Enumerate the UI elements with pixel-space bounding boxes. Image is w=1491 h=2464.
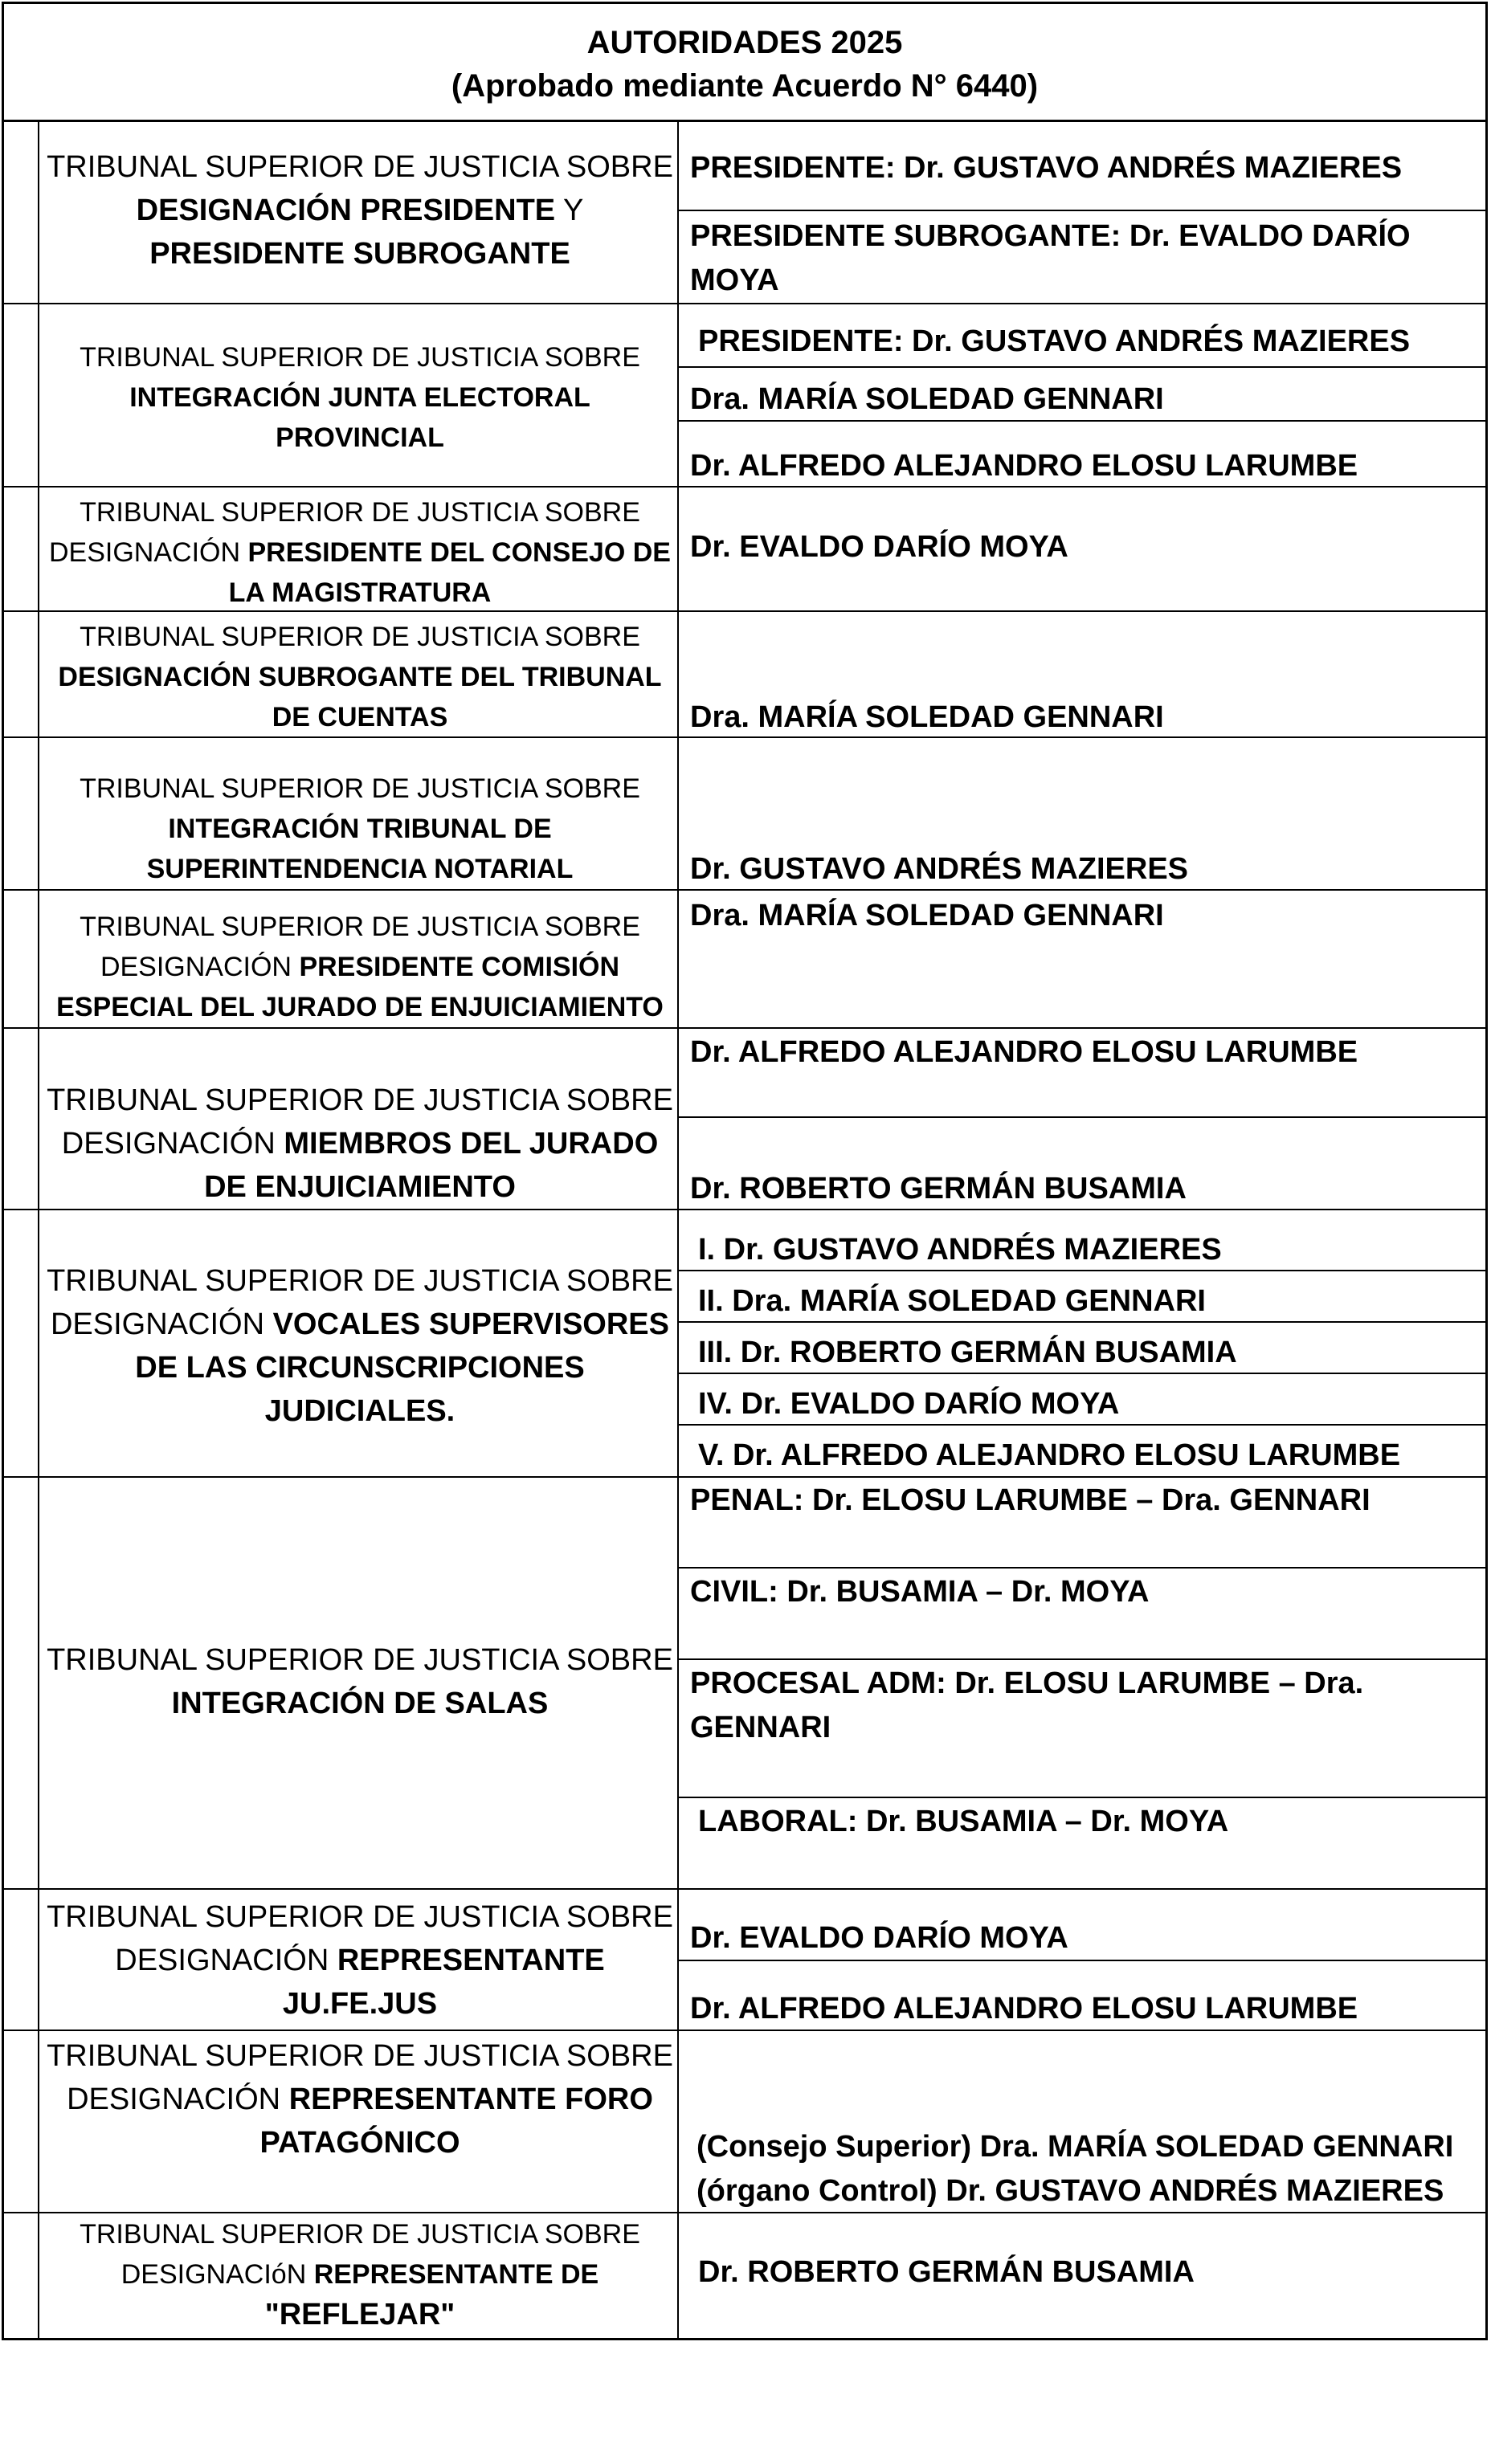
row-2-value: Dr. ALFREDO ALEJANDRO ELOSU LARUMBE: [690, 449, 1358, 483]
row-1-value: PRESIDENTE SUBROGANTE: Dr. EVALDO DARÍO: [690, 219, 1411, 253]
row-5-label: TRIBUNAL SUPERIOR DE JUSTICIA SOBRE INTEGRACIÓN TRIBUNAL DE SUPERINTENDENCIA NOTARIAL: [80, 773, 640, 884]
row-3-value: Dr. EVALDO DARÍO MOYA: [690, 530, 1068, 564]
row-1-label: TRIBUNAL SUPERIOR DE JUSTICIA SOBRE DESIGNACIÓN PRESIDENTE Y PRESIDENTE SUBROGANTE: [47, 150, 673, 271]
row-2-value: PRESIDENTE: Dr. GUSTAVO ANDRÉS MAZIERES: [698, 324, 1411, 358]
row-9-value: PROCESAL ADM: Dr. ELOSU LARUMBE – Dra.: [690, 1666, 1364, 1700]
row-11-value: (órgano Control) Dr. GUSTAVO ANDRÉS MAZIERES: [696, 2174, 1444, 2208]
row-7-label: TRIBUNAL SUPERIOR DE JUSTICIA SOBRE DESIGNACIÓN MIEMBROS DEL JURADO DE ENJUICIAMIENTO: [47, 1083, 673, 1204]
row-1-value: MOYA: [690, 263, 779, 297]
row-divider: [4, 1027, 1485, 1029]
row-11-label: TRIBUNAL SUPERIOR DE JUSTICIA SOBRE DESIGNACIÓN REPRESENTANTE FORO PATAGÓNICO: [47, 2039, 673, 2160]
row-8-label: TRIBUNAL SUPERIOR DE JUSTICIA SOBRE DESIGNACIÓN VOCALES SUPERVISORES DE LAS CIRCUNSCRIPCIONES JUDICIALES.: [47, 1264, 673, 1428]
row-9-label: TRIBUNAL SUPERIOR DE JUSTICIA SOBRE INTEGRACIÓN DE SALAS: [47, 1643, 673, 1720]
authorities-document: [2, 2, 1488, 2340]
cell-divider: [679, 210, 1485, 211]
row-12-label: TRIBUNAL SUPERIOR DE JUSTICIA SOBRE DESIGNACIóN REPRESENTANTE DE "REFLEJAR": [80, 2219, 640, 2331]
row-6-value: Dra. MARÍA SOLEDAD GENNARI: [690, 899, 1164, 932]
row-2-value: Dra. MARÍA SOLEDAD GENNARI: [690, 382, 1164, 416]
row-7-value: Dr. ALFREDO ALEJANDRO ELOSU LARUMBE: [690, 1035, 1358, 1069]
row-8-value: II. Dra. MARÍA SOLEDAD GENNARI: [698, 1284, 1206, 1318]
row-10-value: Dr. EVALDO DARÍO MOYA: [690, 1921, 1068, 1955]
row-4-label: TRIBUNAL SUPERIOR DE JUSTICIA SOBRE DESIGNACIÓN SUBROGANTE DEL TRIBUNAL DE CUENTAS: [58, 622, 662, 732]
row-9-value: PENAL: Dr. ELOSU LARUMBE – Dra. GENNARI: [690, 1483, 1370, 1517]
row-10-value: Dr. ALFREDO ALEJANDRO ELOSU LARUMBE: [690, 1992, 1358, 2025]
row-4-value: Dra. MARÍA SOLEDAD GENNARI: [690, 700, 1164, 734]
row-9-value: CIVIL: Dr. BUSAMIA – Dr. MOYA: [690, 1575, 1150, 1609]
column-divider: [38, 120, 39, 2338]
row-3-label: TRIBUNAL SUPERIOR DE JUSTICIA SOBRE DESIGNACIÓN PRESIDENTE DEL CONSEJO DE LA MAGISTRATURA: [49, 497, 671, 608]
cell-divider: [679, 1567, 1485, 1569]
document-title: AUTORIDADES 2025: [586, 25, 903, 60]
row-1-value: PRESIDENTE: Dr. GUSTAVO ANDRÉS MAZIERES: [690, 151, 1403, 185]
row-divider: [4, 303, 1485, 304]
cell-divider: [679, 1658, 1485, 1660]
row-9-value: GENNARI: [690, 1711, 831, 1744]
row-6-label: TRIBUNAL SUPERIOR DE JUSTICIA SOBRE DESIGNACIÓN PRESIDENTE COMISIÓN ESPECIAL DEL JURADO DE ENJUICIAMIENTO: [56, 912, 664, 1022]
row-2-label: TRIBUNAL SUPERIOR DE JUSTICIA SOBRE INTEGRACIÓN JUNTA ELECTORAL PROVINCIAL: [80, 342, 640, 453]
row-5-value: Dr. GUSTAVO ANDRÉS MAZIERES: [690, 852, 1189, 886]
cell-divider: [679, 366, 1485, 368]
row-10-label: TRIBUNAL SUPERIOR DE JUSTICIA SOBRE DESIGNACIÓN REPRESENTANTE JU.FE.JUS: [47, 1900, 673, 2021]
cell-divider: [679, 1797, 1485, 1798]
row-8-value: I. Dr. GUSTAVO ANDRÉS MAZIERES: [698, 1233, 1222, 1267]
row-divider: [4, 120, 1485, 122]
row-8-value: V. Dr. ALFREDO ALEJANDRO ELOSU LARUMBE: [698, 1438, 1401, 1472]
row-8-value: III. Dr. ROBERTO GERMÁN BUSAMIA: [698, 1336, 1237, 1369]
row-11-value: (Consejo Superior) Dra. MARÍA SOLEDAD GENNARI: [696, 2130, 1454, 2164]
row-7-value: Dr. ROBERTO GERMÁN BUSAMIA: [690, 1172, 1187, 1205]
row-12-value: Dr. ROBERTO GERMÁN BUSAMIA: [698, 2255, 1195, 2289]
row-8-value: IV. Dr. EVALDO DARÍO MOYA: [698, 1387, 1120, 1421]
row-9-value: LABORAL: Dr. BUSAMIA – Dr. MOYA: [698, 1805, 1229, 1838]
cell-divider: [679, 1116, 1485, 1118]
document-subtitle: (Aprobado mediante Acuerdo N° 6440): [451, 68, 1039, 104]
row-divider: [4, 1888, 1485, 1890]
